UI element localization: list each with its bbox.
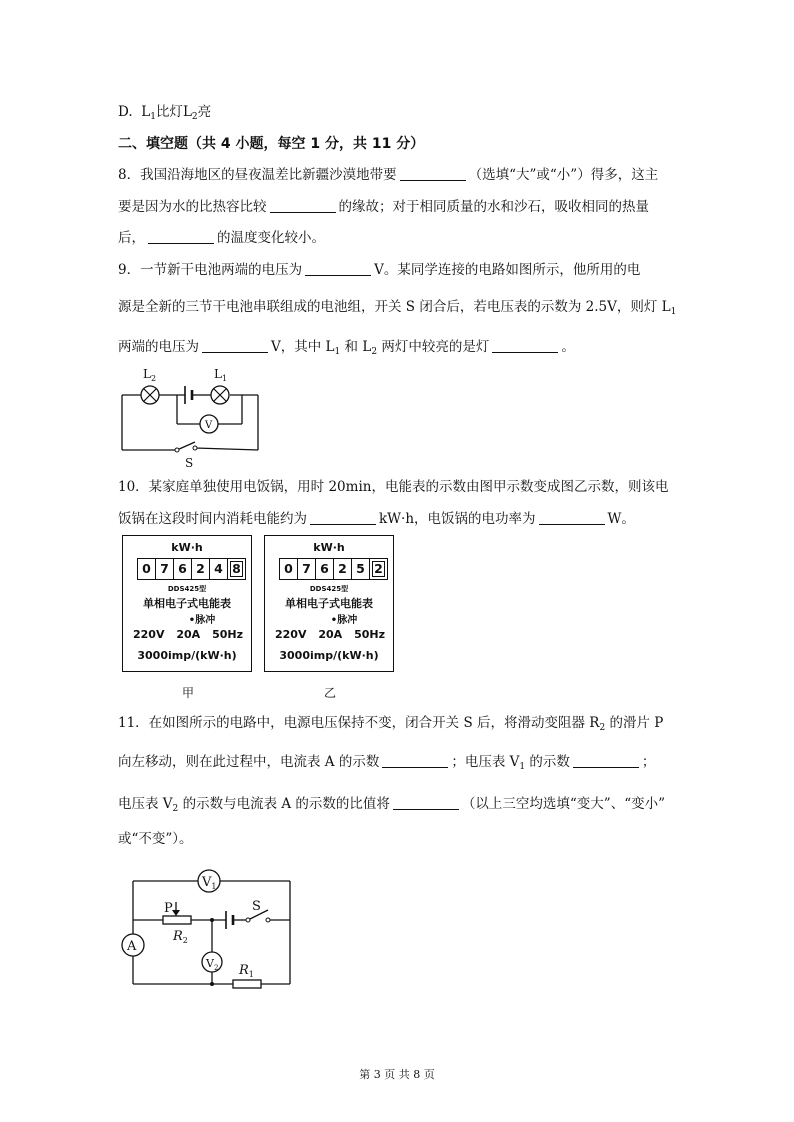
answer-blank[interactable] bbox=[382, 753, 448, 768]
energy-meter-yi: kW·h 0 7 6 2 5 2 DDS425型 单相电子式电能表 •脉冲 220V 20A 50Hz 3000imp/(kW·h) bbox=[264, 535, 394, 672]
page-footer: 第 3 页 共 8 页 bbox=[359, 1068, 435, 1081]
answer-blank[interactable] bbox=[305, 261, 371, 276]
answer-blank[interactable] bbox=[148, 229, 214, 244]
label-p: P bbox=[164, 901, 173, 916]
answer-blank[interactable] bbox=[492, 338, 558, 353]
resistor-r1-symbol bbox=[233, 980, 261, 988]
q11-line-2: 向左移动，则在此过程中，电流表 A 的示数 ；电压表 $V_1$ 的示数 ； bbox=[118, 754, 656, 772]
section-heading: 二、填空题（共 4 小题，每空 1 分，共 11 分） bbox=[118, 136, 425, 152]
q10-line-2: 饭锅在这段时间内消耗电能约为 kW·h，电饭锅的电功率为 W。 bbox=[118, 511, 635, 527]
answer-blank[interactable] bbox=[270, 198, 336, 213]
q10-line-1: 10．某家庭单独使用电饭锅，用时 20min，电能表的示数由图甲示数变成图乙示数，则该电 bbox=[118, 479, 669, 495]
label-a: A bbox=[127, 939, 137, 954]
label-v: V bbox=[205, 420, 213, 431]
label-v1: $V_1$ bbox=[202, 875, 217, 891]
rheostat-r2-symbol bbox=[163, 916, 191, 924]
q11-line-1: 11．在如图所示的电路中，电源电压保持不变，闭合开关 S 后，将滑动变阻器 $R_2$ 的滑片 P bbox=[118, 715, 664, 733]
meter-digits: 0 7 6 2 4 8 bbox=[137, 558, 246, 580]
label-r2: $R_2$ bbox=[173, 929, 188, 945]
q11-line-3: 电压表 $V_2$ 的示数与电流表 A 的示数的比值将 （以上三空均选填“变大”、“变小” bbox=[118, 796, 666, 814]
answer-blank[interactable] bbox=[573, 753, 639, 768]
caption-jia: 甲 bbox=[182, 686, 195, 700]
energy-meter-jia: kW·h 0 7 6 2 4 8 DDS425型 单相电子式电能表 •脉冲 220V 20A 50Hz 3000imp/(kW·h) bbox=[122, 535, 252, 672]
answer-blank[interactable] bbox=[310, 510, 376, 525]
answer-blank[interactable] bbox=[202, 338, 268, 353]
q9-line-3: 两端的电压为 V，其中 $L_1$ 和 $L_2$ 两灯中较亮的是灯 。 bbox=[118, 339, 575, 357]
meter-digits: 0 7 6 2 5 2 bbox=[279, 558, 388, 580]
q8-line-2: 要是因为水的比热容比较 的缘故；对于相同质量的水和沙石，吸收相同的热量 bbox=[118, 199, 649, 215]
q11-circuit-diagram bbox=[118, 866, 298, 996]
label-s: S bbox=[185, 456, 194, 470]
label-v2: $V_2$ bbox=[206, 957, 219, 972]
option-d: D. $L_1$比灯$L_2$亮 bbox=[118, 104, 212, 122]
caption-yi: 乙 bbox=[324, 686, 337, 700]
label-l2: $L_2$ bbox=[143, 367, 157, 383]
q9-line-2: 源是全新的三节干电池串联组成的电池组，开关 S 闭合后，若电压表的示数为 2.5V，则灯 $L_1$ bbox=[118, 299, 677, 317]
q8-line-1: 8．我国沿海地区的昼夜温差比新疆沙漠地带要 （选填“大”或“小”）得多，这主 bbox=[118, 167, 659, 183]
q9-line-1: 9．一节新干电池两端的电压为 V。某同学连接的电路如图所示，他所用的电 bbox=[118, 262, 641, 278]
answer-blank[interactable] bbox=[400, 166, 466, 181]
q8-line-3: 后， 的温度变化较小。 bbox=[118, 230, 325, 246]
answer-blank[interactable] bbox=[539, 510, 605, 525]
label-s: S bbox=[252, 899, 261, 914]
q9-circuit-diagram bbox=[115, 362, 275, 472]
q11-line-4: 或“不变”）。 bbox=[118, 831, 193, 847]
label-r1: $R_1$ bbox=[239, 963, 254, 979]
label-l1: $L_1$ bbox=[214, 367, 228, 383]
answer-blank[interactable] bbox=[393, 795, 459, 810]
